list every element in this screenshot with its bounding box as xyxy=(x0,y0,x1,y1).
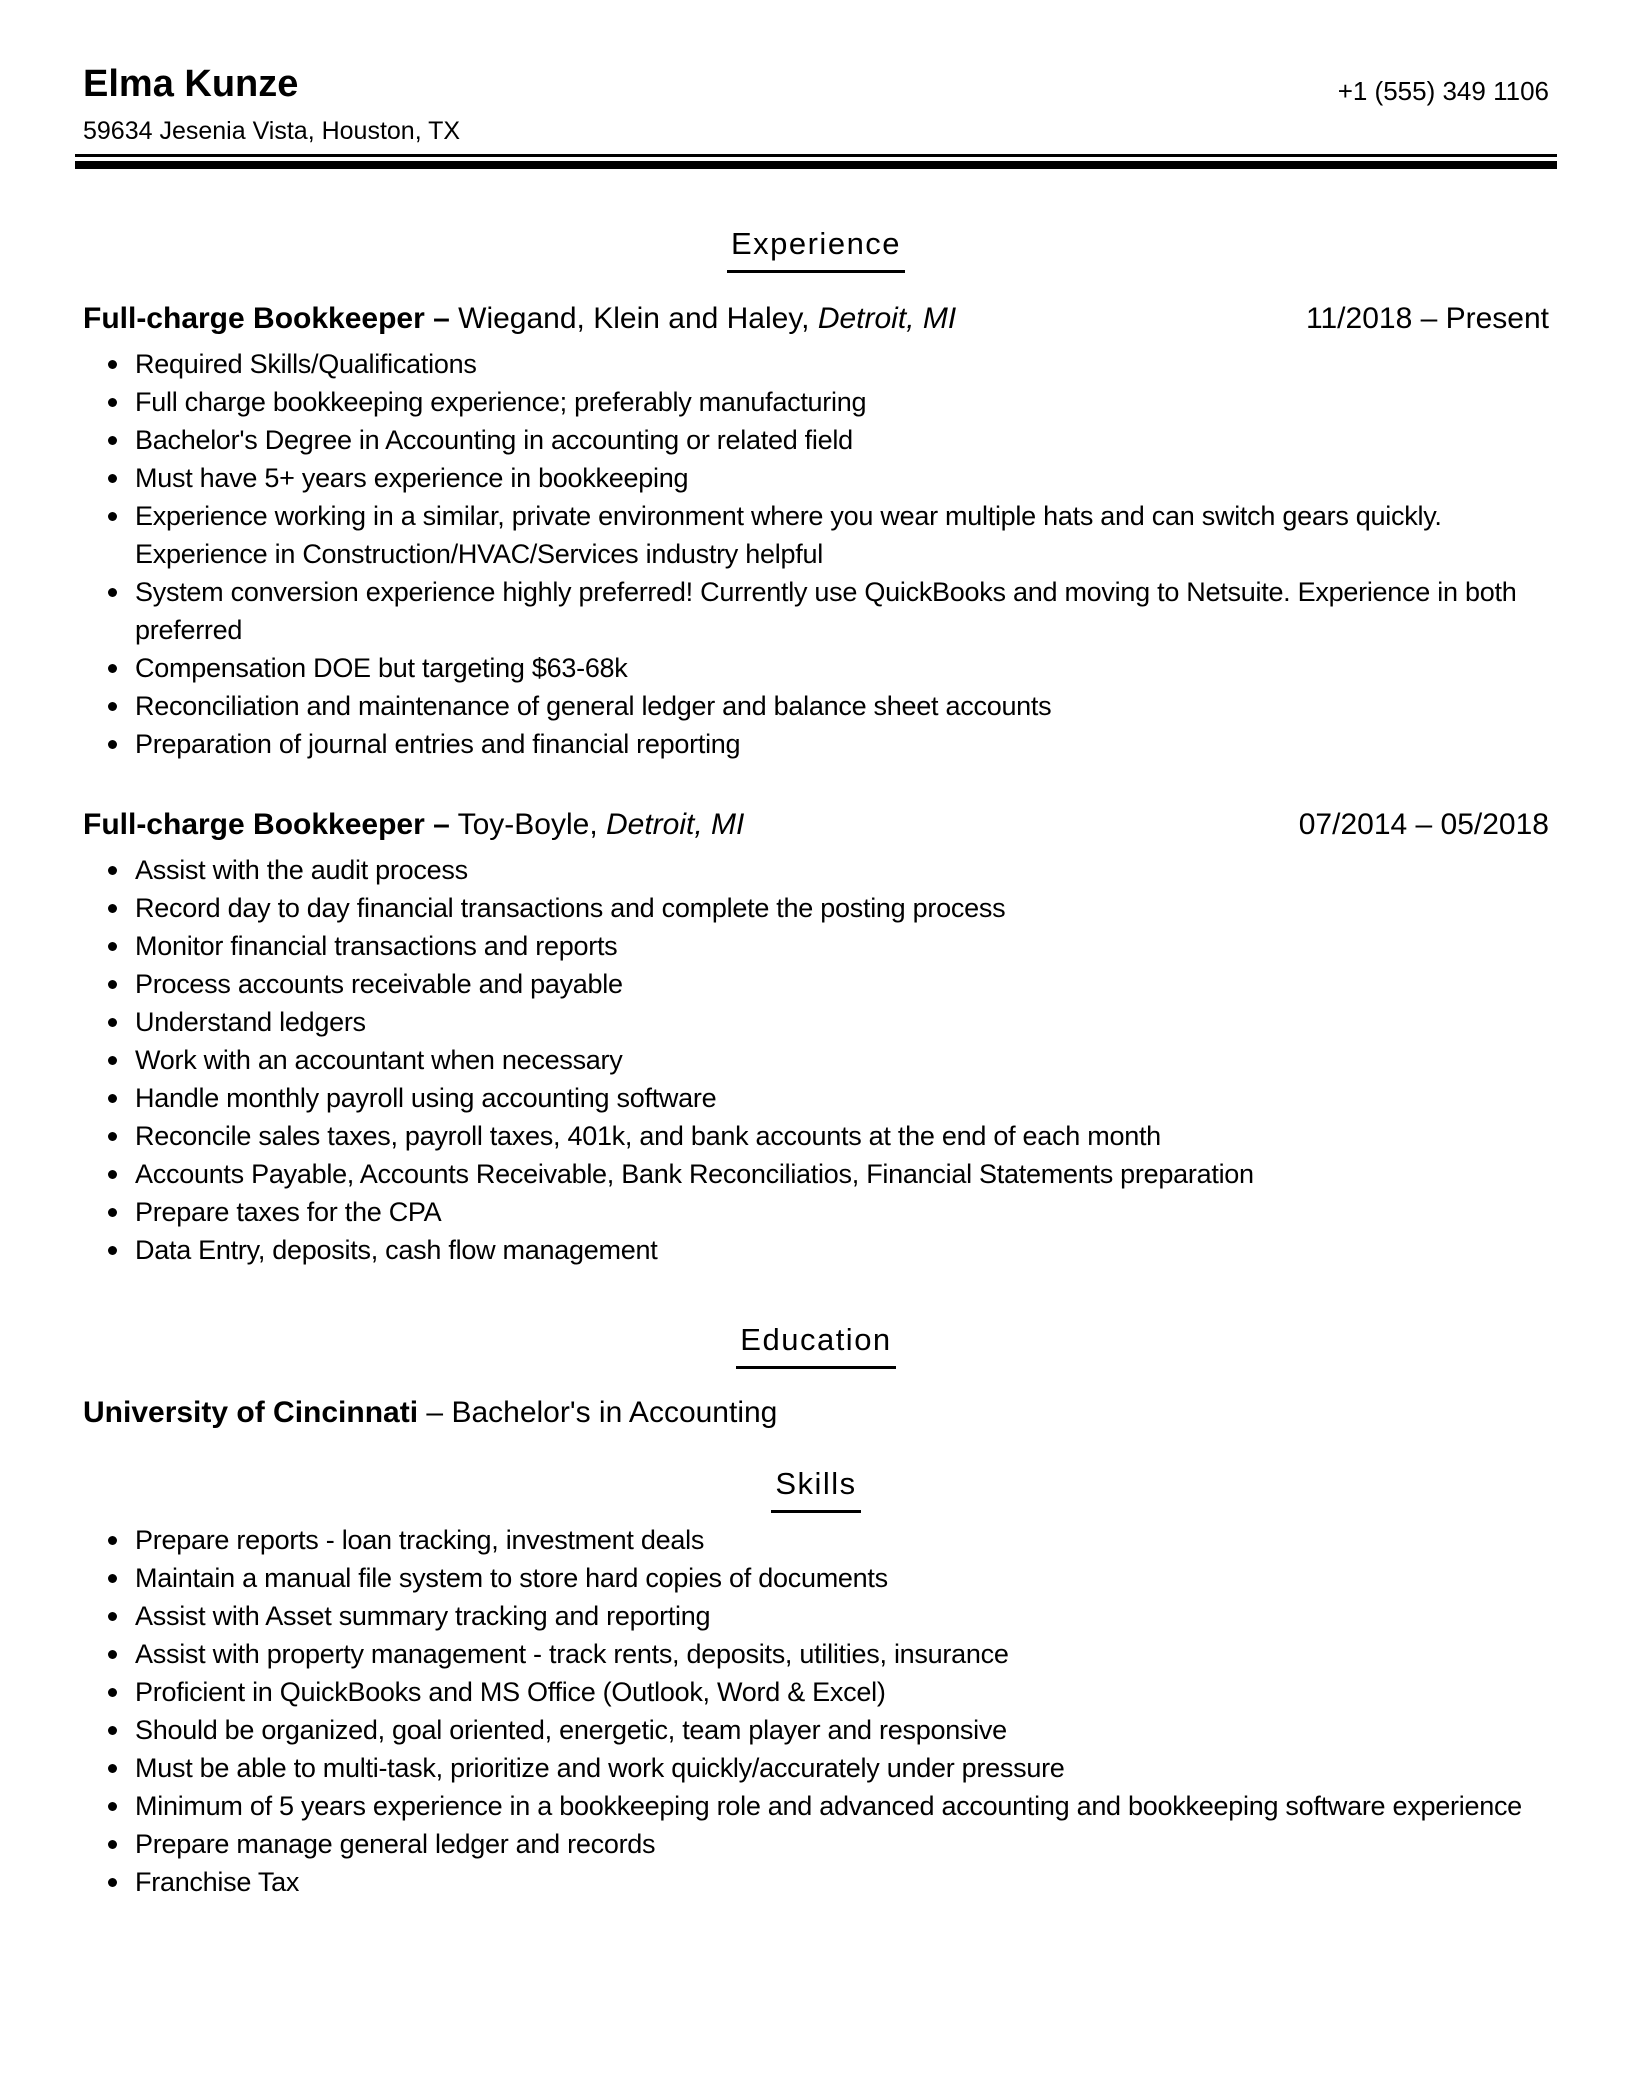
job-bullet-item: Process accounts receivable and payable xyxy=(135,965,1549,1003)
skill-bullet-item: Prepare manage general ledger and records xyxy=(135,1825,1549,1863)
job-entry xyxy=(83,301,1549,763)
job-title xyxy=(83,807,744,843)
job-bullet-item: Must have 5+ years experience in bookkeeping xyxy=(135,459,1549,497)
job-bullet-item: Compensation DOE but targeting $63-68k xyxy=(135,649,1549,687)
job-title xyxy=(83,301,956,337)
job-bullet-item: Understand ledgers xyxy=(135,1003,1549,1041)
skill-bullet-item: Should be organized, goal oriented, energetic, team player and responsive xyxy=(135,1711,1549,1749)
job-dates: 11/2018 – Present xyxy=(1306,302,1549,335)
job-bullet-item: Data Entry, deposits, cash flow management xyxy=(135,1231,1549,1269)
job-bullet-item: Experience working in a similar, private environment where you wear multiple hats and can switch gears quickly. Experience in Construction/HVAC/Services industry helpful xyxy=(135,497,1549,573)
skill-bullet-item: Franchise Tax xyxy=(135,1863,1549,1901)
skill-bullet-item: Prepare reports - loan tracking, investment deals xyxy=(135,1521,1549,1559)
skills-section-heading xyxy=(75,1465,1557,1513)
job-entry xyxy=(83,807,1549,1269)
job-header xyxy=(83,807,1549,843)
education-school: University of Cincinnati xyxy=(83,1396,419,1429)
skills-list xyxy=(83,1521,1549,1901)
job-location: Detroit, MI xyxy=(606,808,745,841)
job-header xyxy=(83,301,1549,337)
skill-bullet-item: Assist with Asset summary tracking and reporting xyxy=(135,1597,1549,1635)
job-bullet-item: Preparation of journal entries and financial reporting xyxy=(135,725,1549,763)
job-separator: – xyxy=(433,808,450,841)
job-role: Full-charge Bookkeeper xyxy=(83,302,425,335)
job-bullet-item: Assist with the audit process xyxy=(135,851,1549,889)
job-bullet-item: System conversion experience highly preferred! Currently use QuickBooks and moving to Netsuite. Experience in both preferred xyxy=(135,573,1549,649)
experience-jobs xyxy=(75,301,1557,1269)
job-company: Toy-Boyle, xyxy=(457,808,598,841)
job-bullet-item: Work with an accountant when necessary xyxy=(135,1041,1549,1079)
skill-bullet-item: Assist with property management - track rents, deposits, utilities, insurance xyxy=(135,1635,1549,1673)
skill-bullet-item: Minimum of 5 years experience in a bookkeeping role and advanced accounting and bookkeeping software experience xyxy=(135,1787,1549,1825)
job-company: Wiegand, Klein and Haley, xyxy=(458,302,810,335)
experience-section-heading xyxy=(75,225,1557,273)
job-bullet-item: Record day to day financial transactions and complete the posting process xyxy=(135,889,1549,927)
job-bullet-item: Reconcile sales taxes, payroll taxes, 401k, and bank accounts at the end of each month xyxy=(135,1117,1549,1155)
job-dates: 07/2014 – 05/2018 xyxy=(1298,808,1549,841)
job-bullet-item: Handle monthly payroll using accounting software xyxy=(135,1079,1549,1117)
job-bullet-item: Bachelor's Degree in Accounting in accounting or related field xyxy=(135,421,1549,459)
experience-title: Experience xyxy=(727,225,905,273)
job-bullet-item: Accounts Payable, Accounts Receivable, Bank Reconciliatios, Financial Statements preparation xyxy=(135,1155,1549,1193)
address: 59634 Jesenia Vista, Houston, TX xyxy=(83,117,461,145)
job-bullet-item: Prepare taxes for the CPA xyxy=(135,1193,1549,1231)
header-divider-rule xyxy=(75,154,1557,169)
job-location: Detroit, MI xyxy=(817,302,957,335)
job-bullet-item: Required Skills/Qualifications xyxy=(135,345,1549,383)
job-bullet-list xyxy=(83,345,1549,763)
skills-title: Skills xyxy=(771,1465,860,1513)
education-section-heading xyxy=(75,1321,1557,1369)
phone-number: +1 (555) 349 1106 xyxy=(1337,76,1549,106)
job-separator: – xyxy=(433,302,450,335)
skill-bullet-item: Proficient in QuickBooks and MS Office (Outlook, Word & Excel) xyxy=(135,1673,1549,1711)
skills-section-body xyxy=(75,1521,1557,1901)
header-top-row xyxy=(83,64,1549,104)
header xyxy=(75,64,1557,146)
job-bullet-item: Full charge bookkeeping experience; preferably manufacturing xyxy=(135,383,1549,421)
job-bullet-list xyxy=(83,851,1549,1269)
job-bullet-item: Monitor financial transactions and reports xyxy=(135,927,1549,965)
education-degree: Bachelor's in Accounting xyxy=(451,1396,778,1429)
education-entry xyxy=(75,1395,1557,1431)
skill-bullet-item: Maintain a manual file system to store hard copies of documents xyxy=(135,1559,1549,1597)
skill-bullet-item: Must be able to multi-task, prioritize and work quickly/accurately under pressure xyxy=(135,1749,1549,1787)
job-role: Full-charge Bookkeeper xyxy=(83,808,425,841)
person-name: Elma Kunze xyxy=(83,63,299,105)
education-title: Education xyxy=(736,1321,895,1369)
job-bullet-item: Reconciliation and maintenance of general ledger and balance sheet accounts xyxy=(135,687,1549,725)
education-separator: – xyxy=(426,1396,444,1429)
